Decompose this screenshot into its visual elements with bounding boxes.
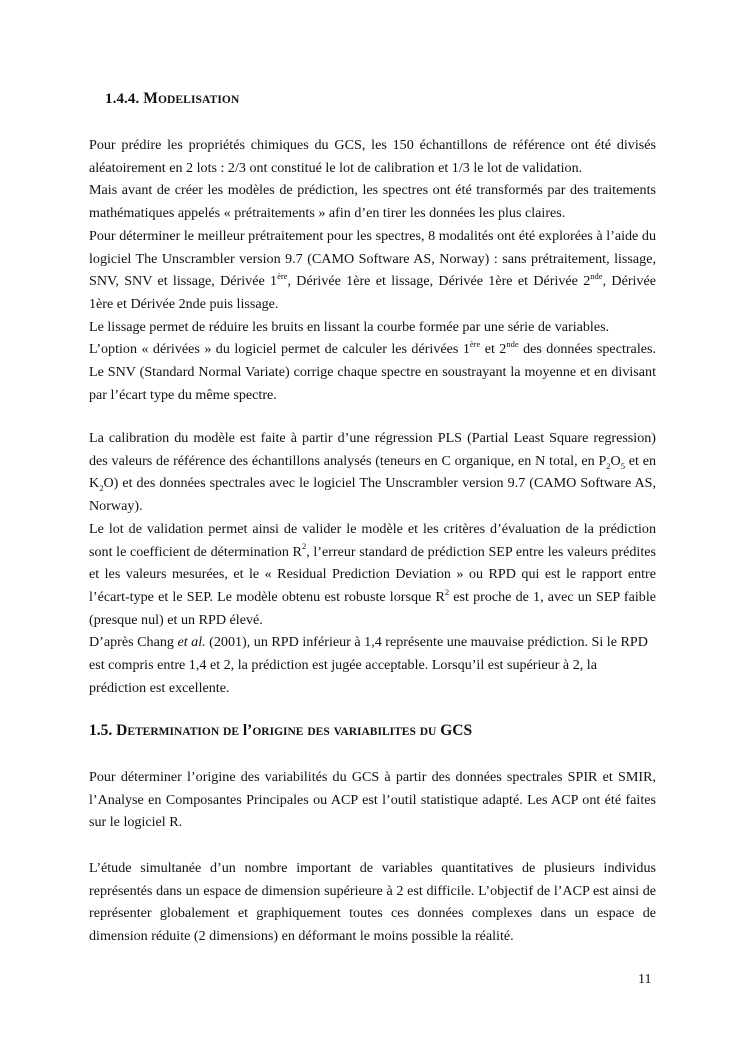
section-1-4-4-body-a [89, 134, 656, 406]
paragraph-rpd-interpretation: D’après Chang et al. (2001), un RPD inférieur à 1,4 représente une mauvaise prédiction. Si le RPD est compris entre 1,4 et 2, la prédiction est jugée acceptable. Lorsqu’il est supérieur à 2, la prédiction est excellente. [89, 634, 648, 696]
paragraph-acp-objective: L’étude simultanée d’un nombre important de variables quantitatives de plusieurs individus représentés dans un espace de dimension supérieure à 2 est difficile. L’objectif de l’ACP est ainsi de représenter globalement et graphiquement toutes ces données complexes dans un espace de dimension réduite (2 dimensions) en déformant le moins possible la réalité. [89, 860, 656, 945]
paragraph-pretreatment-modalities: Pour déterminer le meilleur prétraitement pour les spectres, 8 modalités ont été explorées à l’aide du logiciel The Unscrambler version 9.7 (CAMO Software AS, Norway) : sans prétraitement, lissage, SNV, SNV et lissage, Dérivée 1ère, Dérivée 1ère et lissage, Dérivée 1ère et Dérivée 2nde, Dérivée 1ère et Dérivée 2nde puis lissage. [89, 227, 656, 312]
heading-title-cap: M [143, 90, 158, 107]
section-1-5-body-b [89, 857, 656, 948]
paragraph-acp-purpose: Pour déterminer l’origine des variabilités du GCS à partir des données spectrales SPIR et SMIR, l’Analyse en Composantes Principales ou ACP est l’outil statistique adapté. Les ACP ont été faites sur le logiciel R. [89, 769, 656, 831]
paragraph-samples-split: Pour prédire les propriétés chimiques du GCS, les 150 échantillons de référence ont été divisés aléatoirement en 2 lots : 2/3 ont constitué le lot de calibration et 1/3 le lot de validation. [89, 137, 656, 176]
paragraph-smoothing: Le lissage permet de réduire les bruits en lissant la courbe formée par une série de variables. [89, 318, 610, 335]
page-number: 11 [638, 972, 652, 987]
section-1-4-4-body-b [89, 427, 656, 699]
heading-title-rest: ODELISATION [157, 94, 240, 106]
heading-1-4-4 [105, 90, 239, 108]
heading-number: 1.4.4. [105, 91, 140, 107]
section-1-5-body-a [89, 766, 656, 834]
paragraph-validation-criteria: Le lot de validation permet ainsi de valider le modèle et les critères d’évaluation de la prédiction sont le coefficient de détermination $R^2$, l’erreur standard de prédiction SEP entre les valeurs prédites et les valeurs mesurées, et le « Residual Prediction Deviation » ou RPD qui est le rapport entre l’écart-type et le SEP. Le modèle obtenu est robuste lorsque $R^2$ est proche de 1, avec un SEP faible (presque nul) et un RPD élevé. [89, 520, 656, 628]
paragraph-derivatives-snv: L’option « dérivées » du logiciel permet de calculer les dérivées 1ère et 2nde des données spectrales. Le SNV (Standard Normal Variate) corrige chaque spectre en soustrayant la moyenne et en divisant par l’écart type du même spectre. [89, 339, 656, 403]
paragraph-pls-calibration: La calibration du modèle est faite à partir d’une régression PLS (Partial Least Square regression) des valeurs de référence des échantillons analysés (teneurs en C organique, en N total, en $P_2O_5$ et en $K_2O$) et des données spectrales avec le logiciel The Unscrambler version 9.7 (CAMO Software AS, Norway). [89, 430, 656, 515]
heading-1-5: 1.5. DETERMINATION DE l’ORIGINE DES VARIABILITES DU GCS [89, 722, 473, 739]
paragraph-pretreatments-intro: Mais avant de créer les modèles de prédiction, les spectres ont été transformés par des traitements mathématiques appelés « prétraitements » afin d’en tirer les données les plus claires. [89, 182, 656, 222]
